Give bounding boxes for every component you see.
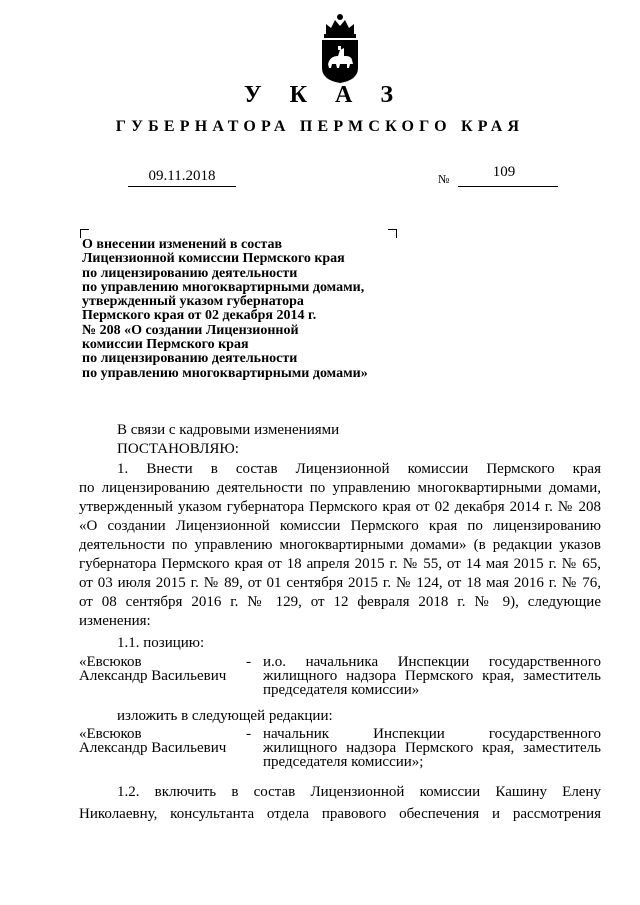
intro-text: В связи с кадровыми изменениями — [117, 422, 340, 438]
document-type-title: У К А З — [243, 82, 404, 108]
name-line: «Евсюков — [79, 726, 142, 742]
heading-line: О внесении изменений в состав — [82, 237, 283, 252]
document-heading — [82, 238, 402, 381]
role-line: жилищного надзора Пермского края, заместитель — [263, 740, 601, 756]
decree-word: ПОСТАНОВЛЯЮ: — [117, 441, 239, 457]
name-line: Александр Васильевич — [79, 668, 227, 684]
paragraph-line: «О создании Лицензионной комиссии Пермского края по лицензированию — [79, 518, 601, 534]
item-1-1-label: 1.1. позицию: — [117, 635, 205, 651]
paragraph-line: утвержденный указом губернатора Пермского края от 02 декабря 2014 г. № 208 — [79, 499, 601, 515]
name-line: «Евсюков — [79, 654, 142, 670]
heading-corner-right — [388, 229, 397, 238]
role-line: и.о. начальника Инспекции государственного — [263, 654, 601, 670]
heading-line: по лицензированию деятельности — [82, 351, 298, 367]
heading-line: комиссии Пермского края — [82, 337, 249, 353]
new-position-name — [79, 727, 244, 755]
role-line: жилищного надзора Пермского края, заместитель — [263, 668, 601, 684]
heading-line: по управлению многоквартирными домами» — [82, 365, 368, 381]
number-label: № — [438, 172, 450, 186]
paragraph-line: Николаевну, консультанта отдела правового обеспечения и рассмотрения — [79, 806, 601, 822]
item-1-paragraph — [79, 460, 601, 631]
role-line: начальник Инспекции государственного — [263, 726, 601, 742]
issuer-title: ГУБЕРНАТОРА ПЕРМСКОГО КРАЯ — [115, 118, 525, 135]
paragraph-line: по лицензированию деятельности по управлению многоквартирными домами, — [79, 480, 601, 496]
paragraph-line: деятельности по управлению многоквартирными домами» (в редакции указов — [79, 537, 601, 553]
paragraph-line: 1. Внести в состав Лицензионной комиссии Пермского края — [117, 461, 601, 477]
paragraph-line: от 08 сентября 2016 г. № 129, от 12 февраля 2018 г. № 9), следующие — [79, 594, 601, 610]
position-dash: - — [246, 654, 251, 670]
heading-line: утвержденный указом губернатора — [82, 294, 304, 310]
paragraph-line: от 03 июля 2015 г. № 89, от 01 сентября 2015 г. № 124, от 18 мая 2016 г. № 76, — [79, 575, 601, 591]
item-1-2-paragraph — [79, 781, 601, 825]
heading-line: Лицензионной комиссии Пермского края — [82, 251, 345, 267]
old-position-role — [263, 655, 601, 697]
heading-line: № 208 «О создании Лицензионной — [82, 322, 299, 338]
heading-line: по лицензированию деятельности — [82, 265, 298, 281]
role-line: председателя комиссии» — [263, 682, 420, 698]
heading-line: Пермского края от 02 декабря 2014 г. — [82, 308, 317, 324]
document-date: 09.11.2018 — [148, 168, 216, 184]
name-line: Александр Васильевич — [79, 740, 227, 756]
document-number: 109 — [492, 164, 516, 180]
restate-text: изложить в следующей редакции: — [117, 708, 333, 724]
paragraph-line: 1.2. включить в состав Лицензионной комиссии Кашину Елену — [117, 784, 601, 800]
position-dash: - — [246, 726, 251, 742]
paragraph-line: изменения: — [79, 613, 151, 629]
old-position-name — [79, 655, 244, 683]
role-line: председателя комиссии»; — [263, 754, 424, 770]
perm-krai-coat-of-arms — [318, 12, 362, 84]
new-position-role — [263, 727, 601, 769]
heading-line: по управлению многоквартирными домами, — [82, 279, 365, 295]
paragraph-line: губернатора Пермского края от 18 апреля 2015 г. № 55, от 14 мая 2015 г. № 65, — [79, 556, 601, 572]
